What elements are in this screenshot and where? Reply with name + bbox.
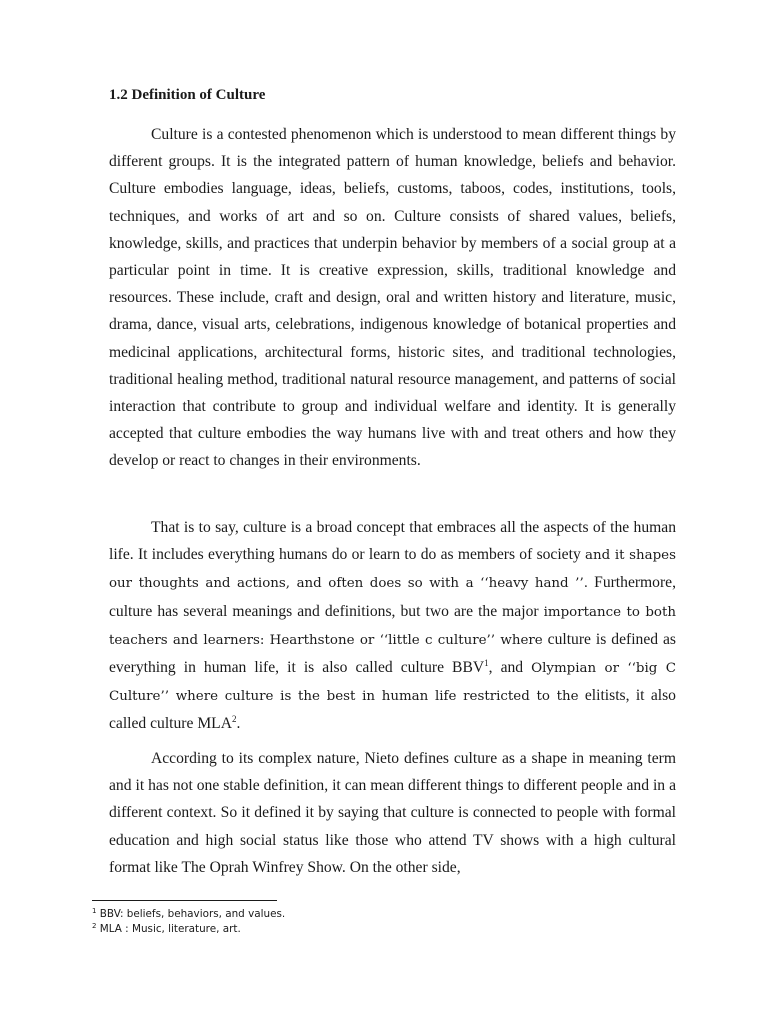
- footnote-reference-1: 1: [484, 658, 489, 669]
- paragraph-2-text-i: .: [236, 715, 241, 733]
- footnote-reference-2: 2: [231, 714, 237, 725]
- paragraph-2: [109, 514, 676, 738]
- paragraph-1: Culture is a contested phenomenon which is understood to mean different things by different groups. It is the integrated pattern of human knowledge, beliefs and behavior. Culture embodies language, ideas, beliefs, customs, taboos, codes, institutions, tools, techniques, and works of art and so on. Culture consists of shared values, beliefs, knowledge, skills, and practices that underpin behavior by members of a social group at a particular point in time. It is creative expression, skills, traditional knowledge and resources. These include, craft and design, oral and written history and literature, music, drama, dance, visual arts, celebrations, indigenous knowledge of botanical properties and medicinal applications, architectural forms, historic sites, and traditional technologies, traditional healing method, traditional natural resource management, and patterns of social interaction that contribute to group and individual welfare and identity. It is generally accepted that culture embodies the way humans live with and treat others and how they develop or react to changes in their environments.: [109, 126, 676, 470]
- paragraph-2-text-g: Olympian or ‘‘big C Culture’’ where culture is the best in human life restricted to the: [109, 661, 676, 705]
- footnote-2: [92, 922, 285, 937]
- paragraph-2-text-b: and it shapes our thoughts and actions, and often does so with a ‘‘heavy hand ’’.: [109, 548, 676, 592]
- footnotes: [92, 907, 285, 936]
- footnote-separator: [92, 900, 277, 901]
- paragraph-2-text-h: elitists, it also called culture MLA: [109, 687, 676, 733]
- footnote-2-text: MLA : Music, literature, art.: [96, 922, 241, 935]
- paragraph-2-text-f: , and: [488, 659, 532, 677]
- paragraph-3: According to its complex nature, Nieto defines culture as a shape in meaning term and it has not one stable definition, it can mean different things to different people and in a different context. So it defined it by saying that culture is connected to people with formal education and high social status like those who attend TV shows with a high cultural format like The Oprah Winfrey Show. On the other side,: [109, 750, 676, 876]
- section-heading: 1.2 Definition of Culture: [109, 87, 266, 103]
- footnote-1-marker: 1: [92, 907, 97, 915]
- footnote-1-text: BBV: beliefs, behaviors, and values.: [96, 908, 286, 920]
- paragraph-2-text-d: importance to both teachers and learners: Hearthstone or ‘‘little c culture’’ where: [109, 604, 676, 648]
- footnote-2-marker: 2: [92, 921, 97, 930]
- paragraph-2-text-c: Furthermore, culture has several meanings and definitions, but two are the major: [109, 574, 676, 620]
- paragraph-2-text-e: culture is defined as everything in human life, it is also called culture BBV: [109, 630, 677, 677]
- footnote-1: [92, 907, 285, 922]
- paragraph-2-text-a: That is to say, culture is a broad concept that embraces all the aspects of the human life. It includes everything humans do or learn to do as members of society: [109, 519, 676, 564]
